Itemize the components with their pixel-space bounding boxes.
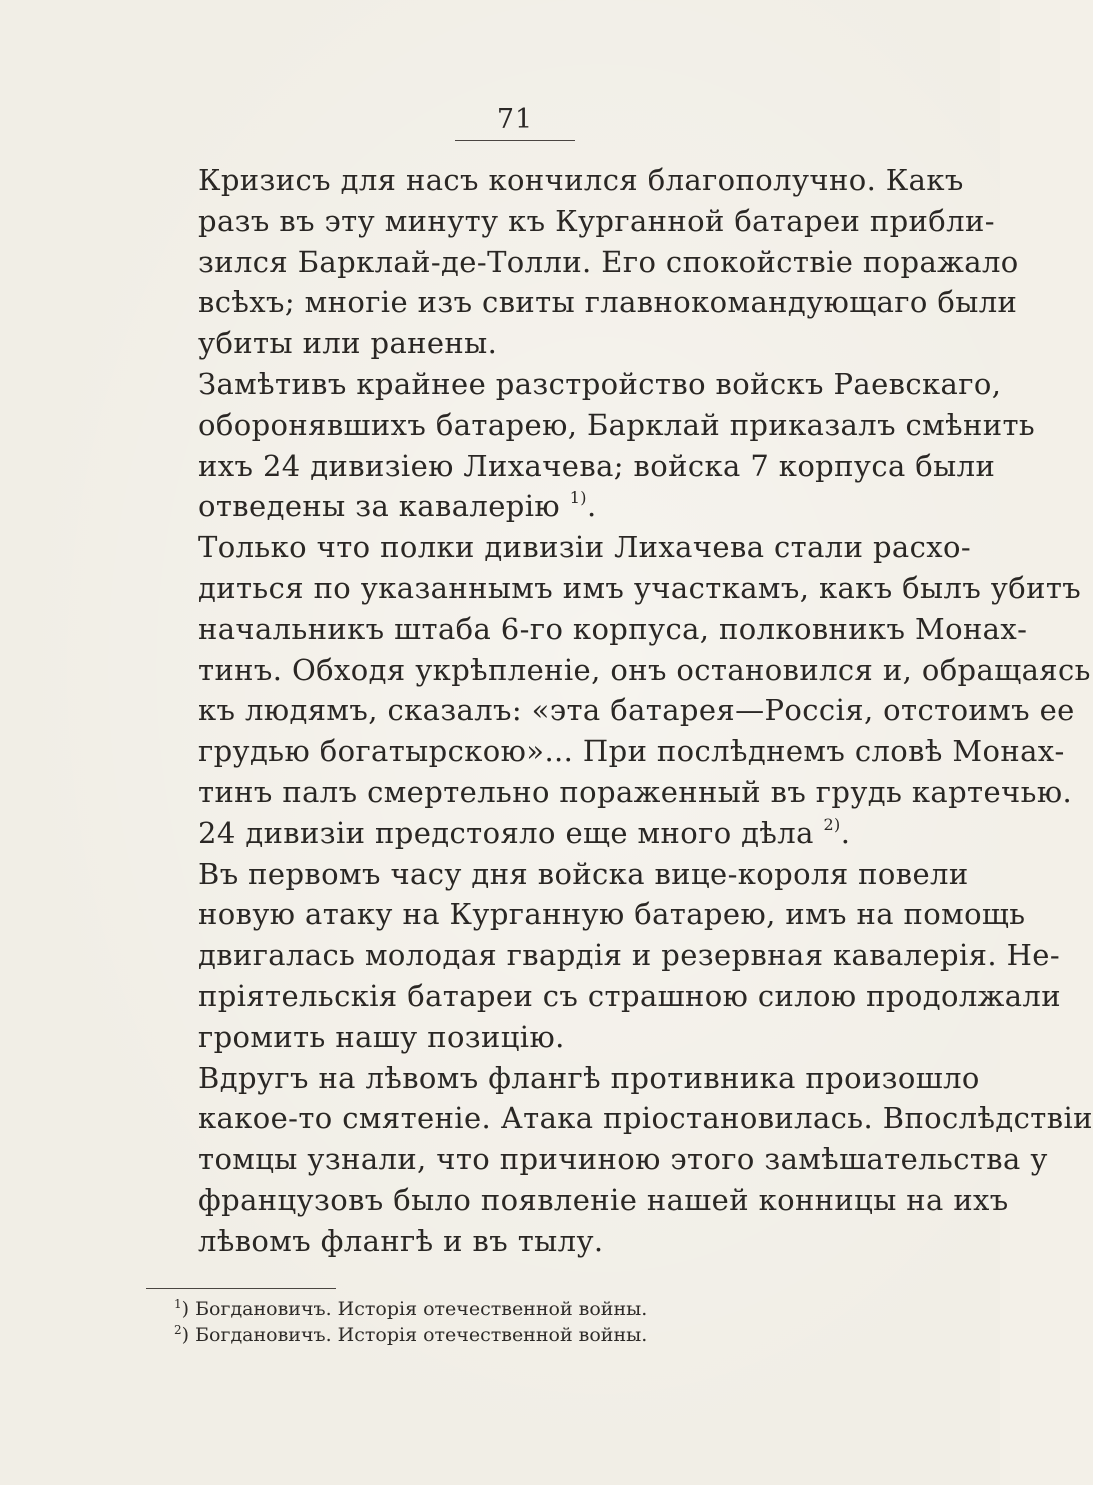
text-line: тинъ. Обходя укрѣпленіе, онъ остановился и, обращаясь: [198, 652, 1091, 687]
footnote-text: ) Богдановичъ. Исторія отечественной войны.: [181, 1324, 648, 1346]
text-line: къ людямъ, сказалъ: «эта батарея—Россія, отстоимъ ее: [198, 693, 1075, 728]
paragraph: [146, 527, 1091, 853]
text-line: французовъ было появленіе нашей конницы на ихъ: [198, 1182, 1009, 1217]
text-line: зился Барклай-де-Толли. Его спокойствіе поражало: [198, 244, 1019, 279]
footnote-ref: 2): [823, 814, 841, 834]
footnote: [174, 1322, 874, 1348]
text-line: оборонявшихъ батарею, Барклай приказалъ смѣнить: [198, 407, 1036, 442]
text-line: всѣхъ; многіе изъ свиты главнокомандующаго были: [198, 285, 1018, 320]
text-segment: 24 дивизіи предстояло еще много дѣла: [198, 815, 814, 850]
text-line: тинъ палъ смертельно пораженный въ грудь картечью.: [198, 774, 1073, 809]
main-text: [146, 160, 1093, 1262]
paragraph: [146, 364, 1036, 527]
footnotes: [174, 1296, 874, 1348]
text-line: Замѣтивъ крайнее разстройство войскъ Раевскаго,: [198, 366, 1002, 401]
footnote-mark: 1: [174, 1297, 182, 1311]
text-line: ихъ 24 дивизіею Лихачева; войска 7 корпуса были: [198, 448, 996, 483]
text-line: убиты или ранены.: [198, 326, 498, 361]
footnote-rule: [146, 1288, 336, 1289]
footnote-ref: 1): [569, 488, 587, 508]
footnote-mark: 2: [174, 1323, 182, 1337]
text-line: двигалась молодая гвардія и резервная кавалерія. Не-: [198, 938, 1061, 973]
text-line: разъ въ эту минуту къ Курганной батареи прибли-: [198, 203, 995, 238]
text-line-with-footnote: отведены за кавалерію $^{1)}$.: [198, 488, 597, 524]
text-line: Вдругъ на лѣвомъ флангѣ противника произошло: [198, 1060, 980, 1095]
text-line: какое-то смятеніе. Атака пріостановилась. Впослѣдствіи: [198, 1101, 1093, 1136]
text-line: лѣвомъ флангѣ и въ тылу.: [198, 1223, 604, 1258]
text-segment: отведены за кавалерію: [198, 489, 561, 524]
footnote: [174, 1296, 874, 1322]
paragraph: [146, 1058, 1093, 1262]
paragraph: [146, 160, 1019, 364]
text-line: Въ первомъ часу дня войска вице-короля повели: [198, 856, 969, 891]
header-rule: [455, 140, 575, 141]
text-line: диться по указаннымъ имъ участкамъ, какъ былъ убитъ: [198, 570, 1082, 605]
footnote-text: ) Богдановичъ. Исторія отечественной войны.: [181, 1298, 648, 1320]
page-number: 71: [496, 104, 534, 135]
text-line: пріятельскія батареи съ страшною силою продолжали: [198, 978, 1061, 1013]
text-line: томцы узнали, что причиною этого замѣшательства у: [198, 1142, 1048, 1177]
text-line-with-footnote: 24 дивизіи предстояло еще много дѣла $^{2)}$.: [198, 814, 851, 850]
text-line: новую атаку на Курганную батарею, имъ на помощь: [198, 897, 1026, 932]
text-line: грудью богатырскою»... При послѣднемъ словѣ Монах-: [198, 734, 1065, 769]
text-line: Только что полки дивизіи Лихачева стали расхо-: [198, 530, 972, 565]
paragraph: [146, 854, 1061, 1058]
text-line: начальникъ штаба 6-го корпуса, полковникъ Монах-: [198, 611, 1028, 646]
text-line: громить нашу позицію.: [198, 1019, 565, 1054]
text-line: Кризисъ для насъ кончился благополучно. Какъ: [198, 163, 964, 197]
page-header: [455, 104, 575, 141]
